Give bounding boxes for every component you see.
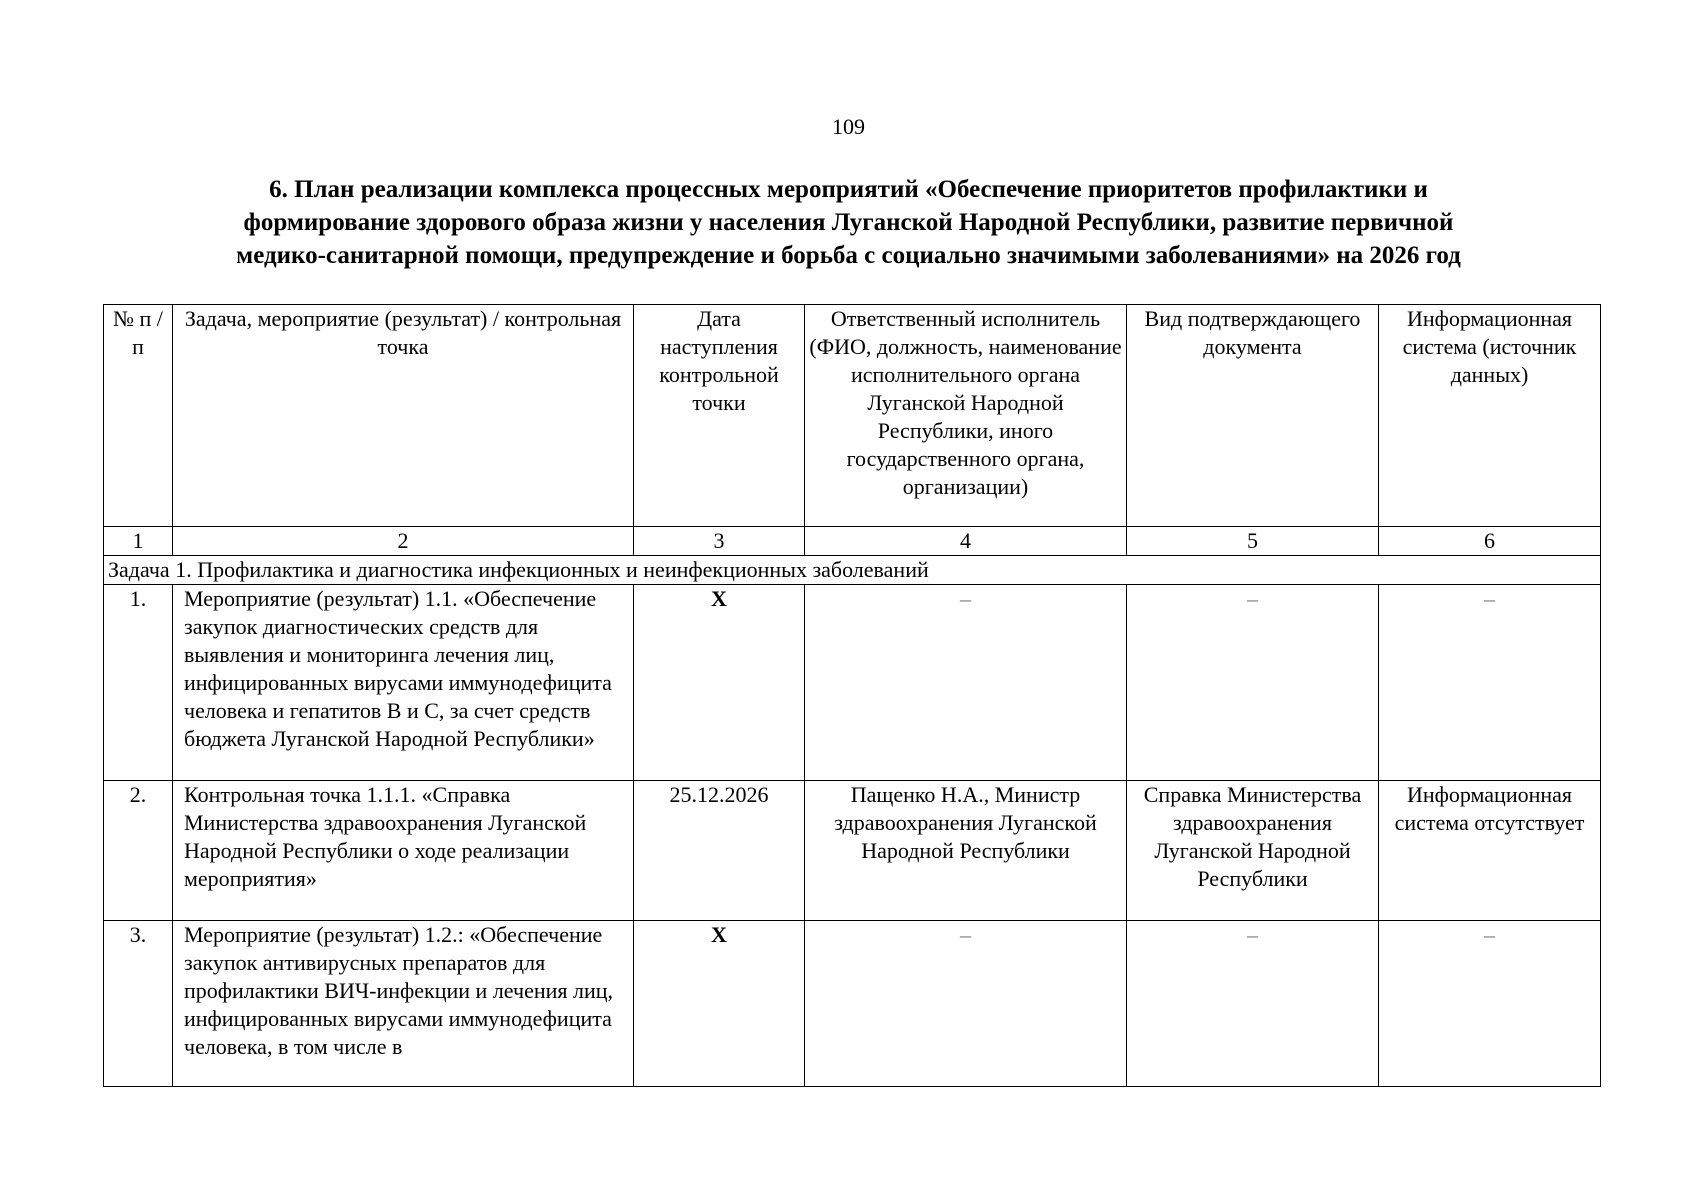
table-row [104, 921, 1601, 1087]
row-number: 1. [104, 585, 173, 781]
table-row [104, 585, 1601, 781]
row-task: Мероприятие (результат) 1.1. «Обеспечение закупок диагностических средств для выявления и мониторинга лечения лиц, инфицированных вирусами иммунодефицита человека и гепатитов B и C, за счет средств бюджета Луганской Народной Республики» [173, 585, 634, 781]
header-document: Вид подтверждающего документа [1127, 305, 1379, 527]
column-number: 3 [634, 527, 805, 556]
column-number: 1 [104, 527, 173, 556]
row-system: – [1379, 921, 1601, 1087]
column-number: 6 [1379, 527, 1601, 556]
header-date: Дата наступления контрольной точки [634, 305, 805, 527]
header-executor: Ответственный исполнитель (ФИО, должность, наименование исполнительного органа Луганской Народной Республики, иного государственного органа, организации) [805, 305, 1127, 527]
column-number: 2 [173, 527, 634, 556]
document-title [120, 173, 1577, 272]
task-row [104, 556, 1601, 585]
row-system: Информационная система отсутствует [1379, 781, 1601, 921]
row-date: X [634, 585, 805, 781]
row-date: 25.12.2026 [634, 781, 805, 921]
header-system: Информационная система (источник данных) [1379, 305, 1601, 527]
row-executor: Пащенко Н.А., Министр здравоохранения Луганской Народной Республики [805, 781, 1127, 921]
row-executor: – [805, 921, 1127, 1087]
plan-table [103, 304, 1601, 1087]
title-line-3: медико-санитарной помощи, предупреждение и борьба с социально значимыми заболеваниями» на 2026 год [236, 242, 1461, 269]
column-number: 5 [1127, 527, 1379, 556]
title-line-1: 6. План реализации комплекса процессных мероприятий «Обеспечение приоритетов профилактики и [269, 176, 1428, 203]
table-row [104, 781, 1601, 921]
column-number-row [104, 527, 1601, 556]
row-document: – [1127, 921, 1379, 1087]
page-number: 109 [832, 114, 865, 139]
header-task: Задача, мероприятие (результат) / контрольная точка [173, 305, 634, 527]
row-system: – [1379, 585, 1601, 781]
row-date: X [634, 921, 805, 1087]
row-document: Справка Министерства здравоохранения Луганской Народной Республики [1127, 781, 1379, 921]
header-row [104, 305, 1601, 527]
row-number: 3. [104, 921, 173, 1087]
row-executor: – [805, 585, 1127, 781]
row-document: – [1127, 585, 1379, 781]
task-title: Задача 1. Профилактика и диагностика инфекционных и неинфекционных заболеваний [104, 556, 1601, 585]
row-number: 2. [104, 781, 173, 921]
title-line-2: формирование здорового образа жизни у населения Луганской Народной Республики, развитие первичной [243, 209, 1454, 236]
row-task: Контрольная точка 1.1.1. «Справка Министерства здравоохранения Луганской Народной Республики о ходе реализации мероприятия» [173, 781, 634, 921]
row-task: Мероприятие (результат) 1.2.: «Обеспечение закупок антивирусных препаратов для профилактики ВИЧ-инфекции и лечения лиц, инфицированных вирусами иммунодефицита человека, в том числе в [173, 921, 634, 1087]
column-number: 4 [805, 527, 1127, 556]
header-number: № п / п [104, 305, 173, 527]
